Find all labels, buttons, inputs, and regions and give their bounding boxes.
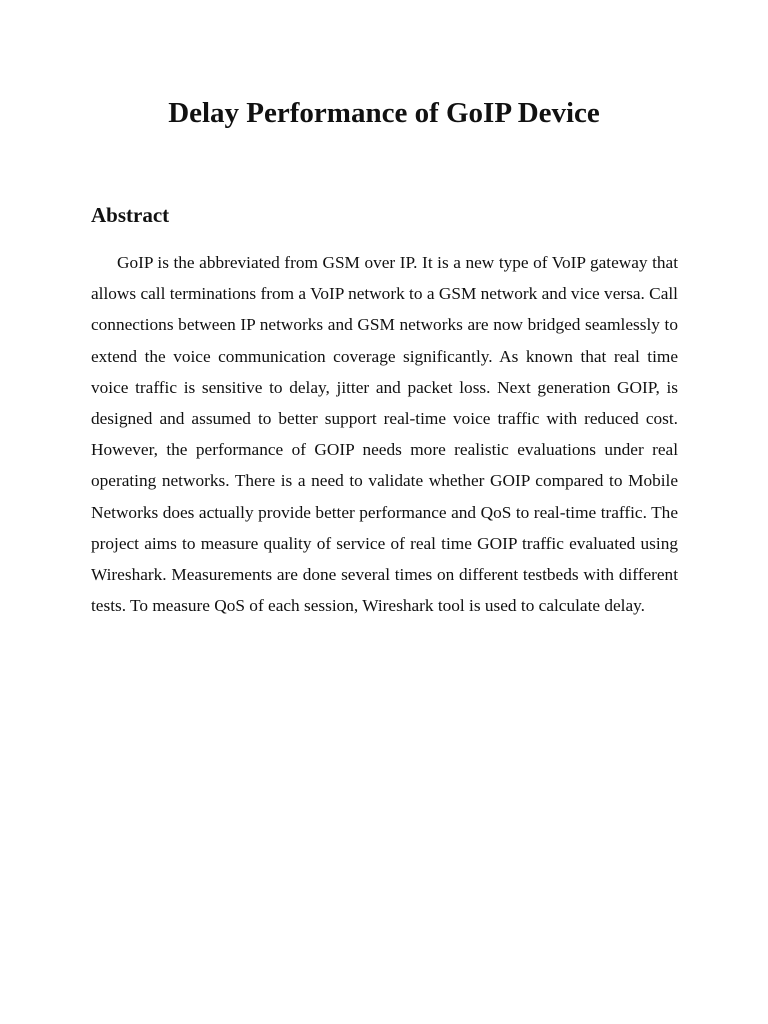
abstract-heading: Abstract: [91, 203, 170, 227]
abstract-paragraph: GoIP is the abbreviated from GSM over IP. It is a new type of VoIP gateway that allows call terminations from a VoIP network to a GSM network and vice versa. Call connections between IP networks and GSM networks are now bridged seamlessly to extend the voice communication coverage significantly. As known that real time voice traffic is sensitive to delay, jitter and packet loss. Next generation GOIP, is designed and assumed to better support real-time voice traffic with reduced cost. However, the performance of GOIP needs more realistic evaluations under real operating networks. There is a need to validate whether GOIP compared to Mobile Networks does actually provide better performance and QoS to real-time traffic. The project aims to measure quality of service of real time GOIP traffic evaluated using Wireshark. Measurements are done several times on different testbeds with different tests. To measure QoS of each session, Wireshark tool is used to calculate delay.: [91, 253, 678, 616]
document-title: Delay Performance of GoIP Device: [168, 97, 600, 129]
